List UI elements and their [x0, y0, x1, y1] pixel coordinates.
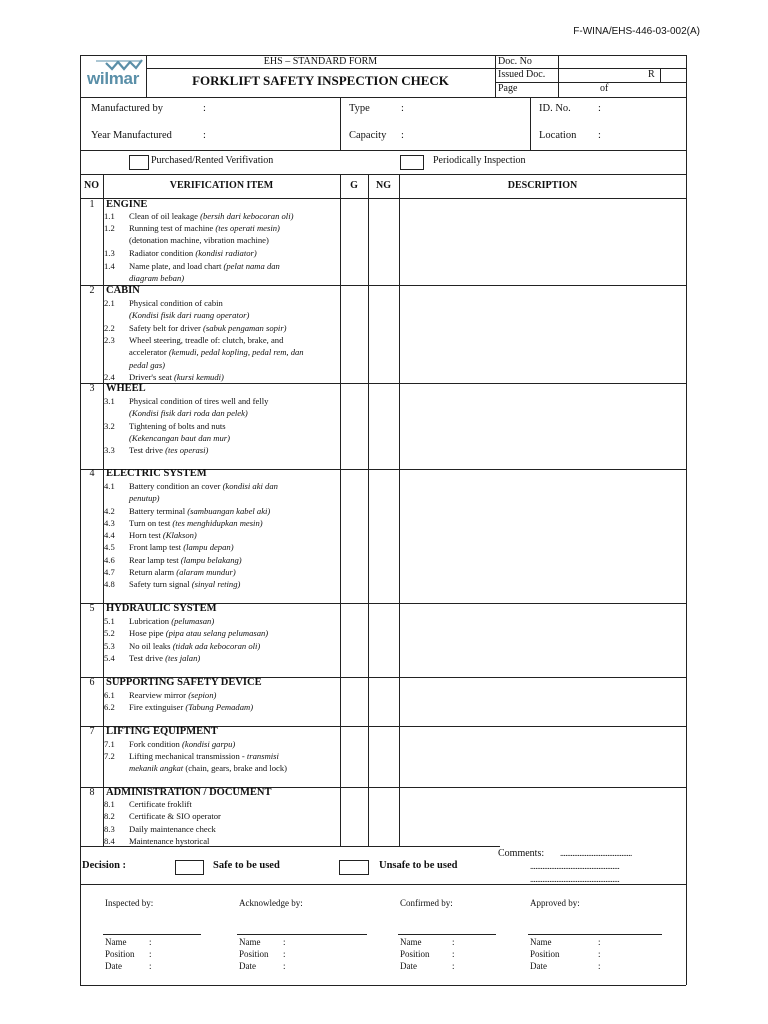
- col-header-no: NO: [84, 180, 99, 191]
- section-number: 8: [89, 787, 95, 798]
- checklist-item: 3.3 Test drive (tes operasi): [104, 445, 209, 455]
- checklist-item: 5.2 Hose pipe (pipa atau selang pelumasan): [104, 628, 269, 638]
- signature-line[interactable]: [237, 934, 367, 935]
- section-number: 5: [89, 603, 95, 614]
- type-label: Type: [349, 103, 370, 114]
- checklist-item: 5.1 Lubrication (pelumasan): [104, 616, 215, 626]
- checklist-item: 2.4 Driver's seat (kursi kemudi): [104, 372, 224, 382]
- checklist-item: 1.3 Radiator condition (kondisi radiator): [104, 248, 257, 258]
- checklist-item: 4.5 Front lamp test (lampu depan): [104, 542, 234, 552]
- acknowledge-by-label: Acknowledge by:: [239, 898, 303, 908]
- section-number: 1: [89, 199, 95, 210]
- comments-line[interactable]: ...................................................: [530, 874, 620, 884]
- section-number: 2: [89, 285, 95, 296]
- year-manufactured-label: Year Manufactured: [91, 130, 172, 141]
- col-header-description: DESCRIPTION: [507, 180, 578, 191]
- section-title: ELECTRIC SYSTEM: [106, 468, 207, 479]
- section-number: 4: [89, 468, 95, 479]
- confirmed-by-label: Confirmed by:: [400, 898, 453, 908]
- revision-label: R: [648, 69, 655, 80]
- checklist-item: 4.2 Battery terminal (sambuangan kabel aki): [104, 506, 271, 516]
- id-no-label: ID. No.: [539, 103, 571, 114]
- checklist-item: 3.2 Tightening of bolts and nuts (Kekencangan baut dan mur): [104, 421, 230, 444]
- checklist-item: 8.3 Daily maintenance check: [104, 824, 216, 834]
- checklist-item: 4.1 Battery condition an cover (kondisi aki dan penutup): [104, 481, 278, 504]
- document-code: F-WINA/EHS-446-03-002(A): [573, 26, 700, 37]
- colon: :: [401, 103, 404, 114]
- checklist-item: 4.3 Turn on test (tes menghidupkan mesin): [104, 518, 263, 528]
- safe-checkbox[interactable]: [175, 860, 204, 875]
- purchased-label: Purchased/Rented Verifivation: [151, 155, 274, 166]
- checklist-item: 3.1 Physical condition of tires well and felly (Kondisi fisik dari roda dan pelek): [104, 396, 269, 419]
- checklist-item: 7.1 Fork condition (kondisi garpu): [104, 739, 236, 749]
- section-title: WHEEL: [106, 383, 146, 394]
- checklist-item: 8.1 Certificate froklift: [104, 799, 192, 809]
- col-header-ng: NG: [376, 180, 391, 191]
- form-type: EHS – STANDARD FORM: [263, 56, 378, 67]
- approved-by-label: Approved by:: [530, 898, 580, 908]
- checklist-item: 8.4 Maintenance hystorical: [104, 836, 210, 846]
- unsafe-label: Unsafe to be used: [379, 860, 458, 871]
- signature-details: Name : Position : Date :: [400, 937, 455, 971]
- checklist-item: 2.1 Physical condition of cabin (Kondisi fisik dari ruang operator): [104, 298, 250, 321]
- purchased-checkbox[interactable]: [129, 155, 149, 170]
- colon: :: [598, 130, 601, 141]
- section-title: HYDRAULIC SYSTEM: [106, 603, 217, 614]
- signature-line[interactable]: [398, 934, 496, 935]
- periodic-label: Periodically Inspection: [433, 155, 526, 166]
- colon: :: [598, 103, 601, 114]
- checklist-item: 4.6 Rear lamp test (lampu belakang): [104, 555, 242, 565]
- section-title: LIFTING EQUIPMENT: [106, 726, 218, 737]
- inspected-by-label: Inspected by:: [105, 898, 154, 908]
- signature-details: Name : Position : Date :: [239, 937, 286, 971]
- section-title: ENGINE: [106, 199, 148, 210]
- checklist-item: 6.2 Fire extinguiser (Tabung Pemadam): [104, 702, 254, 712]
- comments-line[interactable]: ...................................................: [530, 861, 620, 871]
- checklist-item: 6.1 Rearview mirror (sepion): [104, 690, 217, 700]
- manufactured-by-label: Manufactured by: [91, 103, 164, 114]
- form-title: FORKLIFT SAFETY INSPECTION CHECK: [192, 73, 449, 88]
- signature-line[interactable]: [103, 934, 201, 935]
- checklist-item: 2.3 Wheel steering, treadle of: clutch, brake, and accelerator (kemudi, pedal kopling, pedal rem, dan pedal gas): [104, 335, 304, 370]
- section-title: SUPPORTING SAFETY DEVICE: [106, 677, 262, 688]
- comments-label: Comments:: [498, 848, 545, 859]
- signature-details: Name : Position : Date :: [105, 937, 152, 971]
- periodic-checkbox[interactable]: [400, 155, 424, 170]
- checklist-item: 1.1 Clean of oil leakage (bersih dari kebocoran oli): [104, 211, 294, 221]
- colon: :: [203, 130, 206, 141]
- location-label: Location: [539, 130, 577, 141]
- checklist-item: 1.2 Running test of machine (tes operati mesin) (detonation machine, vibration machine): [104, 223, 280, 246]
- doc-no-label: Doc. No: [498, 56, 532, 67]
- section-number: 3: [89, 383, 95, 394]
- checklist-item: 4.4 Horn test (Klakson): [104, 530, 197, 540]
- logo-wordmark: wilmar: [86, 69, 140, 88]
- issued-doc-label: Issued Doc.: [498, 69, 546, 80]
- checklist-item: 8.2 Certificate & SIO operator: [104, 811, 221, 821]
- col-header-item: VERIFICATION ITEM: [169, 180, 274, 191]
- signature-line[interactable]: [528, 934, 662, 935]
- section-number: 7: [89, 726, 95, 737]
- signature-details: Name : Position : Date :: [530, 937, 601, 971]
- checklist-item: 1.4 Name plate, and load chart (pelat nama dan diagram beban): [104, 261, 280, 284]
- colon: :: [401, 130, 404, 141]
- checklist-item: 5.4 Test drive (tes jalan): [104, 653, 201, 663]
- col-header-g: G: [350, 180, 358, 191]
- comments-line[interactable]: .........................................: [560, 848, 632, 858]
- page-label: Page: [498, 83, 518, 94]
- section-title: ADMINISTRATION / DOCUMENT: [106, 787, 272, 798]
- safe-label: Safe to be used: [213, 860, 280, 871]
- section-number: 6: [89, 677, 95, 688]
- section-title: CABIN: [106, 285, 140, 296]
- page-of-label: of: [600, 83, 609, 94]
- capacity-label: Capacity: [349, 130, 387, 141]
- checklist-item: 4.8 Safety turn signal (sinyal reting): [104, 579, 241, 589]
- colon: :: [203, 103, 206, 114]
- checklist-item: 4.7 Return alarm (alaram mundur): [104, 567, 236, 577]
- decision-label: Decision :: [82, 860, 127, 871]
- checklist-item: 5.3 No oil leaks (tidak ada kebocoran oli): [104, 641, 261, 651]
- checklist-item: 7.2 Lifting mechanical transmission - transmisi mekanik angkat (chain, gears, brake and lock): [104, 751, 287, 774]
- wilmar-logo: [82, 57, 144, 95]
- unsafe-checkbox[interactable]: [339, 860, 369, 875]
- checklist-item: 2.2 Safety belt for driver (sabuk pengaman sopir): [104, 323, 287, 333]
